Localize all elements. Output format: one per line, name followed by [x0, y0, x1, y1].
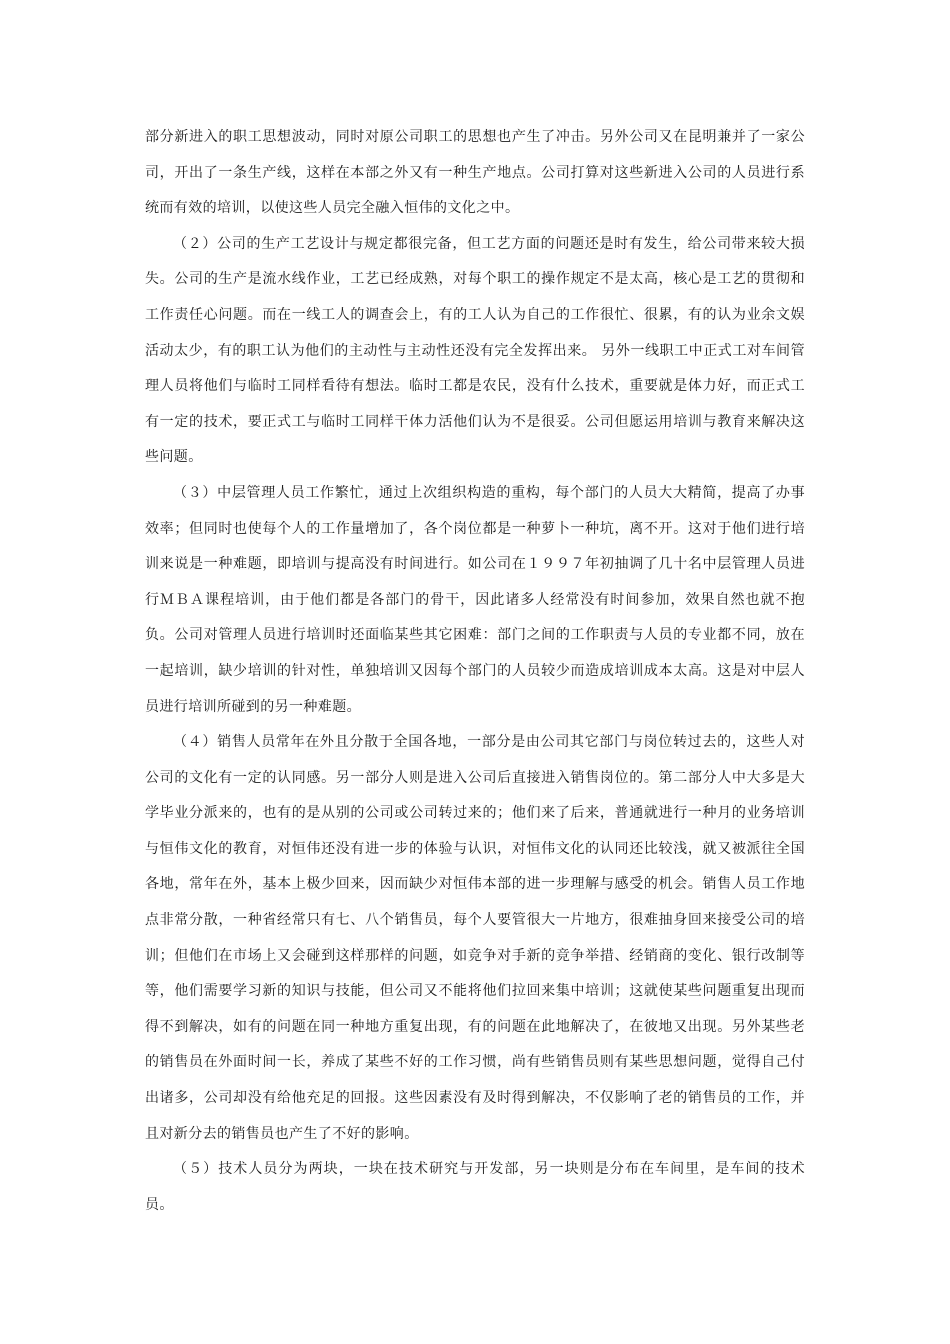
paragraph-continuation: 部分新进入的职工思想波动，同时对原公司职工的思想也产生了冲击。另外公司又在昆明兼并了一家公司，开出了一条生产线，这样在本部之外又有一种生产地点。公司打算对这些新进入公司的人员进行系统而有效的培训，以使这些人员完全融入恒伟的文化之中。 — [145, 129, 805, 217]
paragraph-item-3: （３）中层管理人员工作繁忙，通过上次组织构造的重构，每个部门的人员大大精简，提高了办事效率；但同时也使每个人的工作量增加了，各个岗位都是一种萝卜一种坑，离不开。这对于他们进行培训来说是一种难题，即培训与提高没有时间进行。如公司在１９９７年初抽调了几十名中层管理人员进行ＭＢＡ课程培训，由于他们都是各部门的骨干，因此诸多人经常没有时间参加，效果自然也就不抱负。公司对管理人员进行培训时还面临某些其它困难：部门之间的工作职责与人员的专业都不同，放在一起培训，缺少培训的针对性，单独培训又因每个部门的人员较少而造成培训成本太高。这是对中层人员进行培训所碰到的另一种难题。 — [145, 484, 805, 715]
paragraph-item-4: （４）销售人员常年在外且分散于全国各地，一部分是由公司其它部门与岗位转过去的，这些人对公司的文化有一定的认同感。另一部分人则是进入公司后直接进入销售岗位的。第二部分人中大多是大学毕业分派来的，也有的是从别的公司或公司转过来的；他们来了后来，普通就进行一种月的业务培训与恒伟文化的教育，对恒伟还没有进一步的体验与认识，对恒伟文化的认同还比较浅，就又被派往全国各地，常年在外，基本上极少回来，因而缺少对恒伟本部的进一步理解与感受的机会。销售人员工作地点非常分散，一种省经常只有七、八个销售员，每个人要管很大一片地方，很难抽身回来接受公司的培训；但他们在市场上又会碰到这样那样的问题，如竞争对手新的竞争举措、经销商的变化、银行改制等等，他们需要学习新的知识与技能，但公司又不能将他们拉回来集中培训；这就使某些问题重复出现而得不到解决，如有的问题在同一种地方重复出现，有的问题在此地解决了，在彼地又出现。另外某些老的销售员在外面时间一长，养成了某些不好的工作习惯，尚有些销售员则有某些思想问题，觉得自己付出诸多，公司却没有给他充足的回报。这些因素没有及时得到解决，不仅影响了老的销售员的工作，并且对新分去的销售员也产生了不好的影响。 — [145, 734, 805, 1142]
paragraph-item-2: （２）公司的生产工艺设计与规定都很完备，但工艺方面的问题还是时有发生，给公司带来较大损失。公司的生产是流水线作业，工艺已经成熟，对每个职工的操作规定不是太高，核心是工艺的贯彻和工作责任心问题。而在一线工人的调查会上，有的工人认为自己的工作很忙、很累，有的认为业余文娱活动太少，有的职工认为他们的主动性与主动性还没有完全发挥出来。 另外一线职工中正式工对车间管理人员将他们与临时工同样看待有想法。临时工都是农民，没有什么技术，重要就是体力好，而正式工有一定的技术，要正式工与临时工同样干体力活他们认为不是很妥。公司但愿运用培训与教育来解决这些问题。 — [145, 235, 805, 466]
document-body — [145, 120, 805, 1223]
paragraph-item-5: （５）技术人员分为两块，一块在技术研究与开发部，另一块则是分布在车间里，是车间的技术员。 — [145, 1161, 805, 1213]
